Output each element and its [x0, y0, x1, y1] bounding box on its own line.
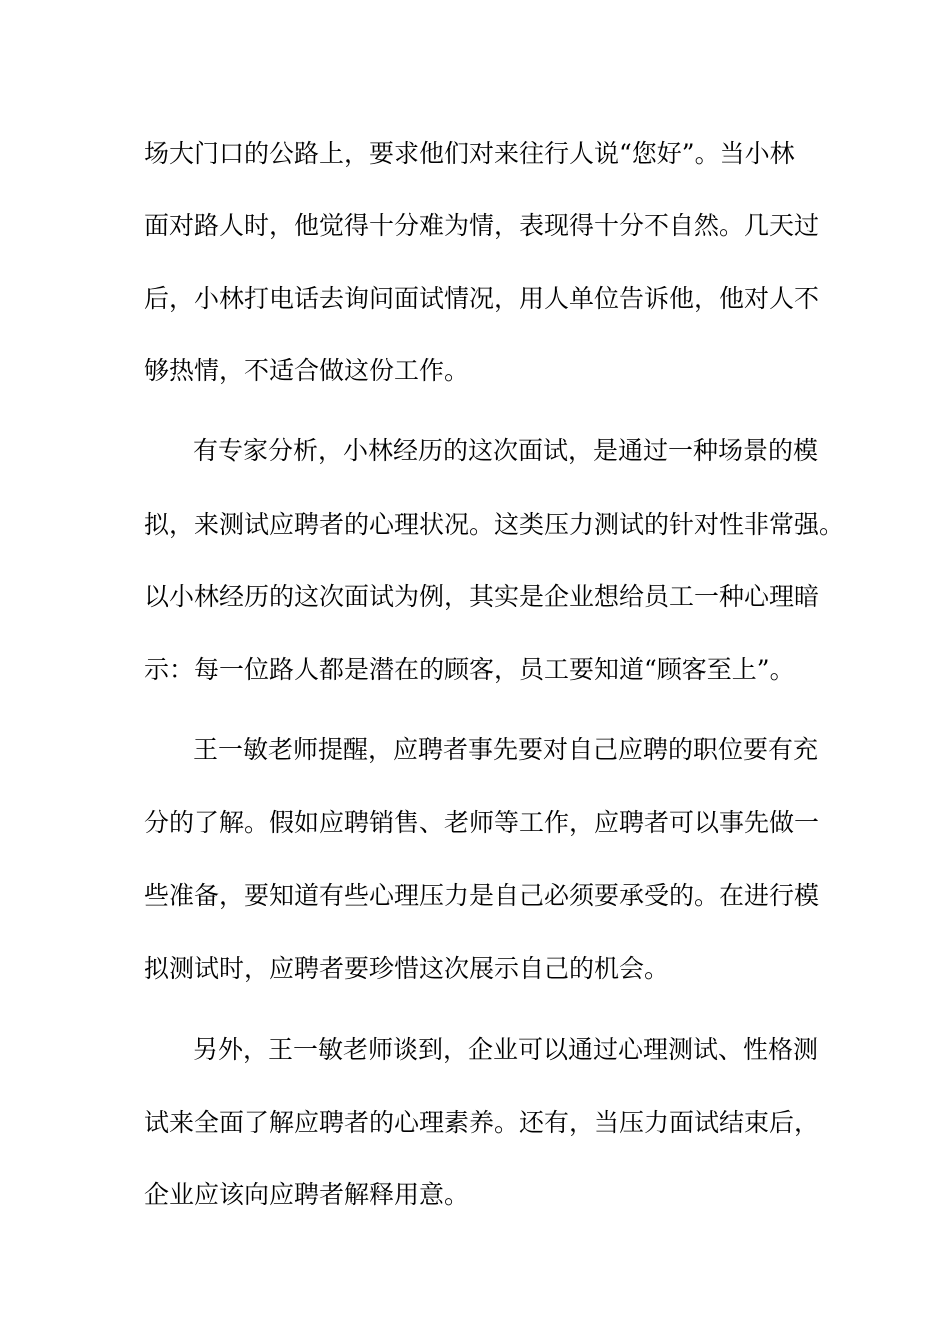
paragraph-1-line-4: 够热情，不适合做这份工作。 [144, 356, 470, 385]
paragraph-3-line-4: 拟测试时，应聘者要珍惜这次展示自己的机会。 [144, 954, 670, 983]
paragraph-1-line-3: 后，小林打电话去询问面试情况，用人单位告诉他，他对人不 [144, 284, 820, 313]
paragraph-2-line-4: 示：每一位路人都是潜在的顾客，员工要知道“顾客至上”。 [144, 655, 795, 684]
paragraph-4-line-1: 另外，王一敏老师谈到，企业可以通过心理测试、性格测 [193, 1035, 819, 1064]
paragraph-4-line-3: 企业应该向应聘者解释用意。 [144, 1180, 470, 1209]
paragraph-1-line-1: 场大门口的公路上，要求他们对来往行人说“您好”。当小林 [144, 139, 795, 168]
paragraph-3-line-3: 些准备，要知道有些心理压力是自己必须要承受的。在进行模 [144, 881, 820, 910]
paragraph-3-line-2: 分的了解。假如应聘销售、老师等工作，应聘者可以事先做一 [144, 808, 820, 837]
paragraph-4-line-2: 试来全面了解应聘者的心理素养。还有，当压力面试结束后， [144, 1108, 820, 1137]
paragraph-2-line-2: 拟，来测试应聘者的心理状况。这类压力测试的针对性非常强。 [144, 510, 845, 539]
paragraph-2-line-1: 有专家分析，小林经历的这次面试，是通过一种场景的模 [193, 436, 819, 465]
paragraph-1-line-2: 面对路人时，他觉得十分难为情，表现得十分不自然。几天过 [144, 211, 820, 240]
paragraph-3-line-1: 王一敏老师提醒，应聘者事先要对自己应聘的职位要有充 [193, 735, 819, 764]
paragraph-2-line-3: 以小林经历的这次面试为例，其实是企业想给员工一种心理暗 [144, 582, 820, 611]
